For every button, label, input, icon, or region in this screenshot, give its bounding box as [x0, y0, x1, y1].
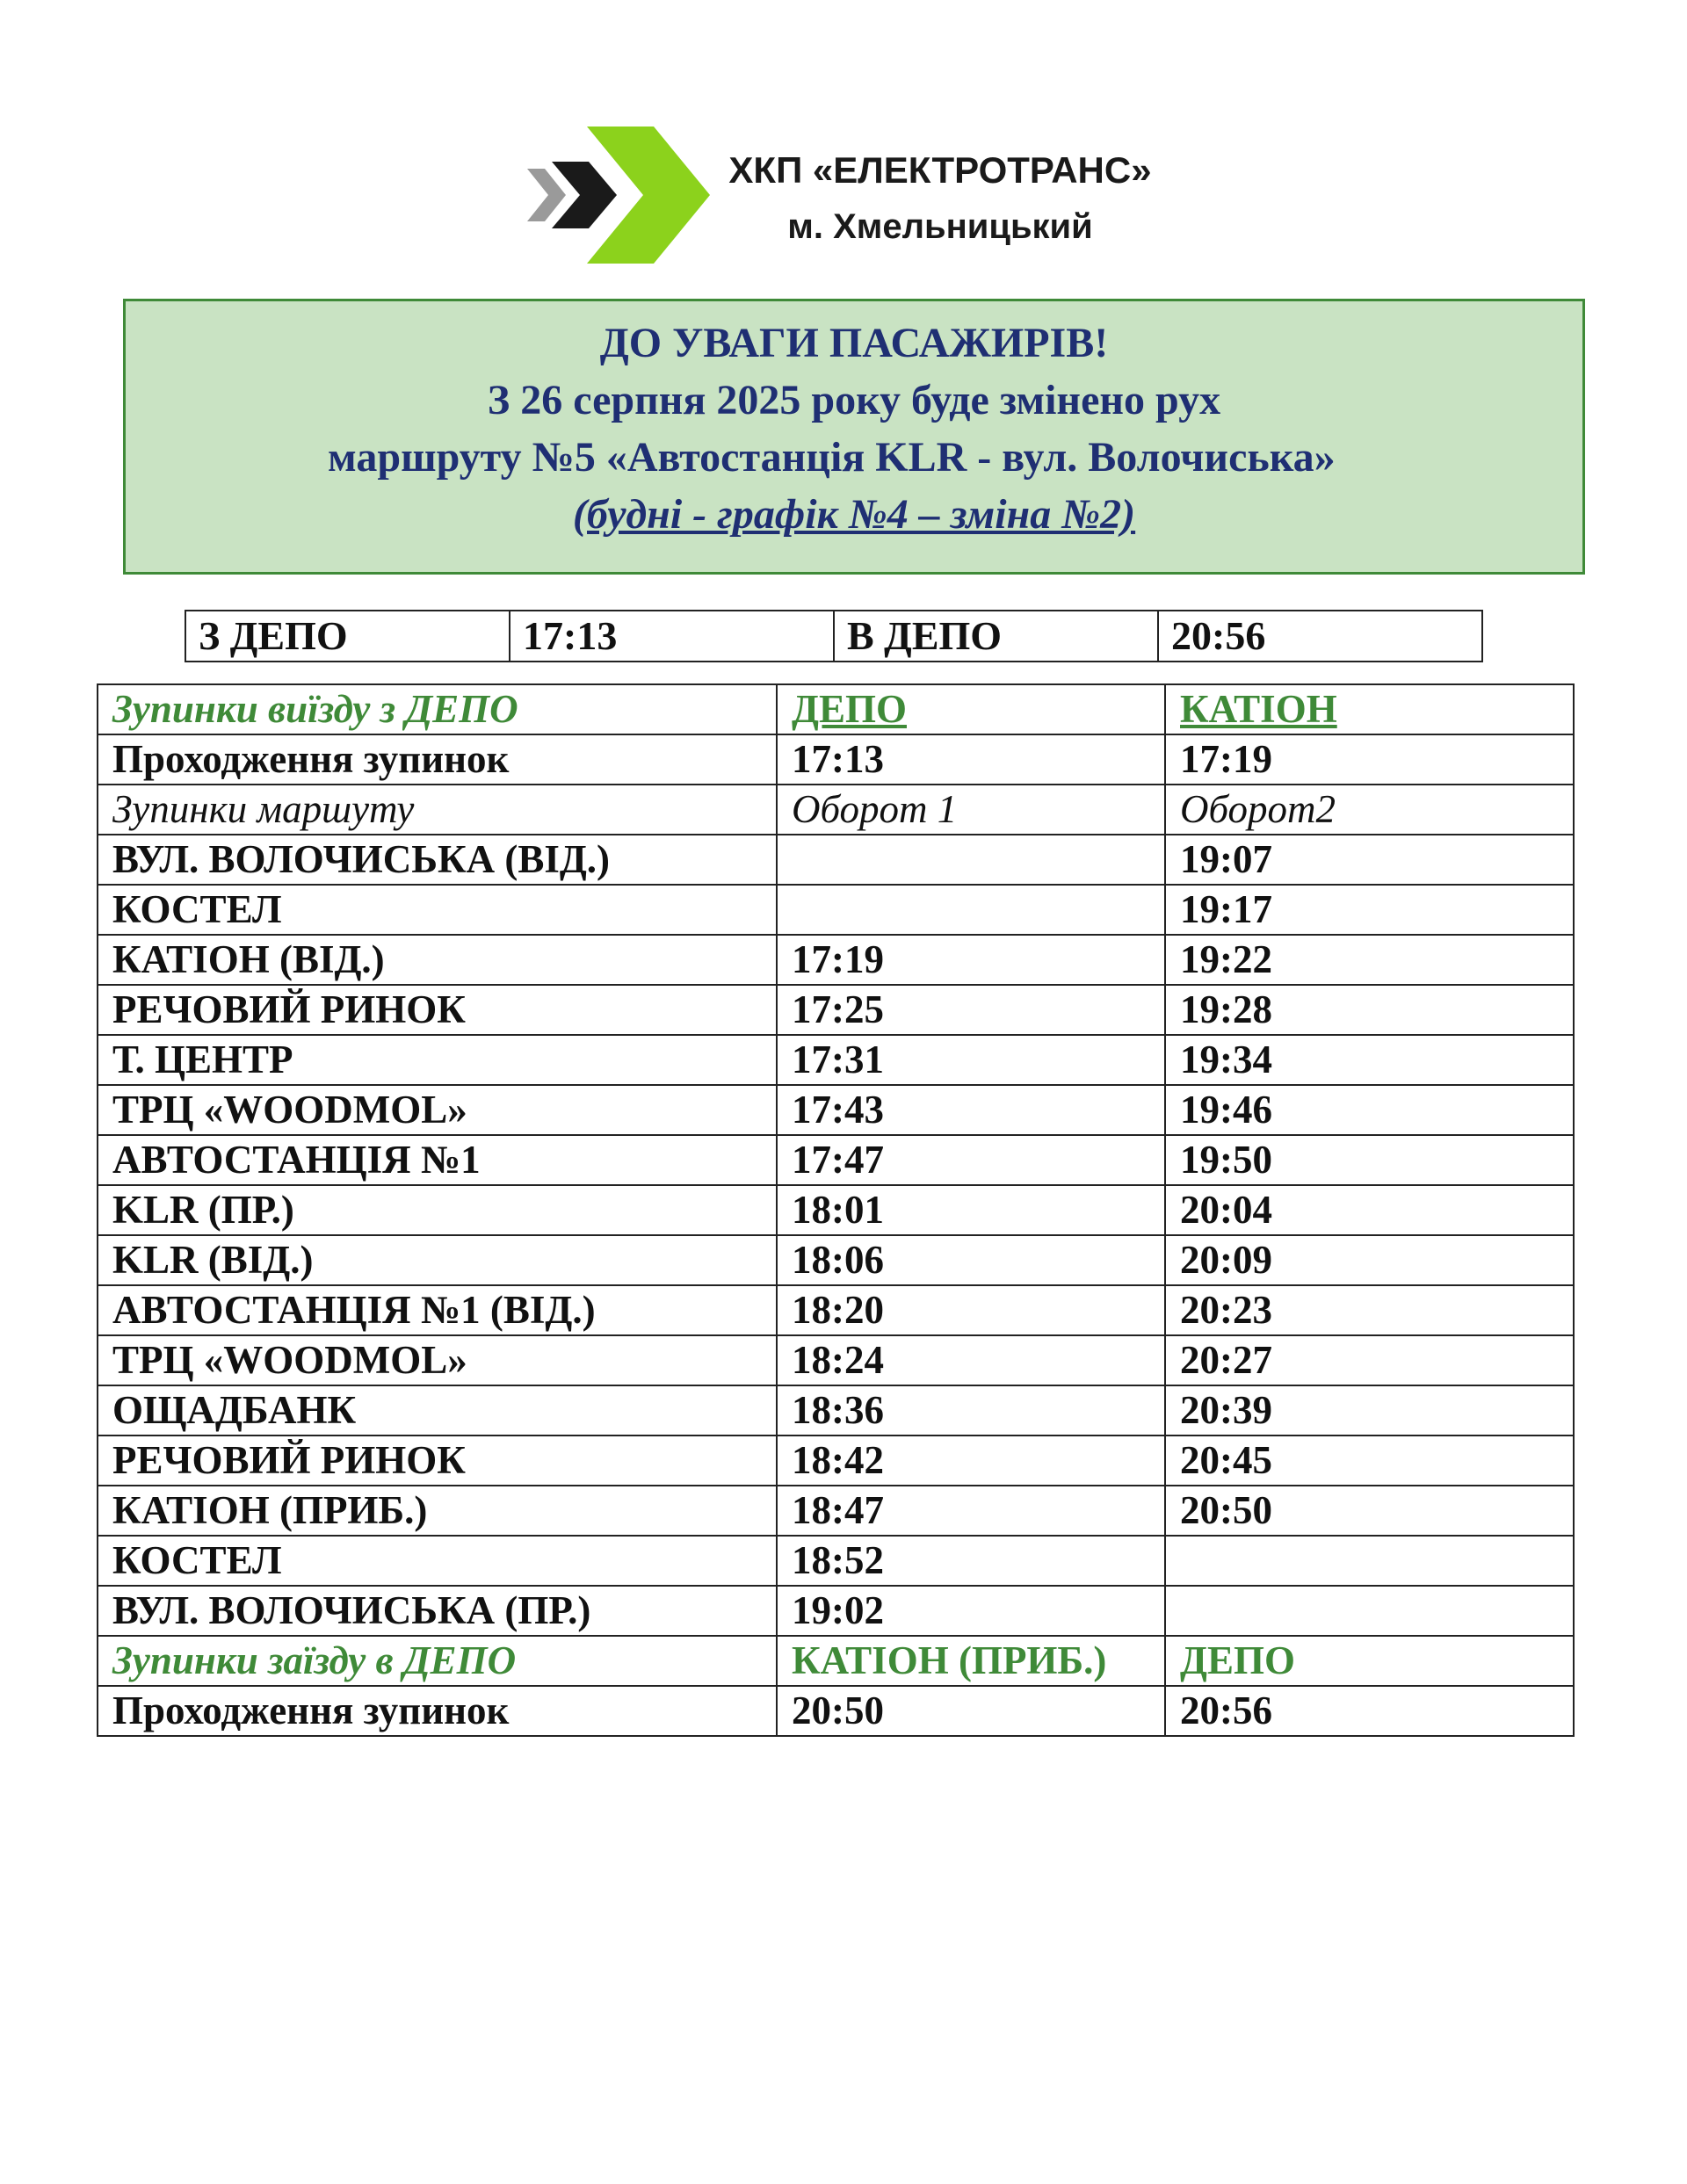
route-header-row [98, 785, 1574, 835]
stop-time-turn2: 20:09 [1165, 1235, 1574, 1285]
stop-time-turn2: 20:50 [1165, 1486, 1574, 1536]
stop-name: ОЩАДБАНК [98, 1385, 777, 1436]
table-row [98, 1385, 1574, 1436]
stop-name: АВТОСТАНЦІЯ №1 (ВІД.) [98, 1285, 777, 1335]
stop-time-turn2: 19:46 [1165, 1085, 1574, 1135]
stop-time-turn2: 19:17 [1165, 885, 1574, 935]
chevron-arrows-logo-icon [525, 107, 712, 283]
table-row [98, 1486, 1574, 1536]
stop-time-turn1: 18:06 [777, 1235, 1165, 1285]
entry-pass-col2: 20:50 [777, 1686, 1165, 1736]
entry-pass-col3: 20:56 [1165, 1686, 1574, 1736]
exit-pass-label: Проходження зупинок [98, 734, 777, 785]
stop-time-turn1: 18:47 [777, 1486, 1165, 1536]
stop-name: ТРЦ «WOODMOL» [98, 1335, 777, 1385]
entry-header-label: Зупинки заїзду в ДЕПО [98, 1636, 777, 1686]
table-row [98, 1436, 1574, 1486]
table-row [98, 835, 1574, 885]
stop-time-turn2: 20:23 [1165, 1285, 1574, 1335]
entry-header-col3: ДЕПО [1165, 1636, 1574, 1686]
table-row [98, 1586, 1574, 1636]
stop-time-turn2: 20:45 [1165, 1436, 1574, 1486]
stop-name: ТРЦ «WOODMOL» [98, 1085, 777, 1135]
stop-time-turn2: 20:04 [1165, 1185, 1574, 1235]
depot-times-row [185, 611, 1482, 662]
depot-times-table [185, 610, 1483, 662]
table-row [98, 1285, 1574, 1335]
stop-time-turn2: 19:50 [1165, 1135, 1574, 1185]
depot-from-time: 17:13 [510, 611, 834, 662]
stop-name: РЕЧОВИЙ РИНОК [98, 985, 777, 1035]
stop-time-turn1: 17:25 [777, 985, 1165, 1035]
stop-name: РЕЧОВИЙ РИНОК [98, 1436, 777, 1486]
stop-time-turn2: 19:28 [1165, 985, 1574, 1035]
stop-time-turn2 [1165, 1536, 1574, 1586]
stop-time-turn2: 19:34 [1165, 1035, 1574, 1085]
stop-time-turn1: 18:24 [777, 1335, 1165, 1385]
notice-route: маршруту №5 «Автостанція KLR - вул. Волочиська» [328, 434, 1336, 481]
stop-name: КОСТЕЛ [98, 885, 777, 935]
stop-time-turn1 [777, 835, 1165, 885]
stop-time-turn1: 17:19 [777, 935, 1165, 985]
notice-title: ДО УВАГИ ПАСАЖИРІВ! [599, 320, 1109, 366]
table-row [98, 1035, 1574, 1085]
stop-name: КАТІОН (ВІД.) [98, 935, 777, 985]
org-name: ХКП «ЕЛЕКТРОТРАНС» [728, 149, 1152, 191]
stop-name: KLR (ПР.) [98, 1185, 777, 1235]
stop-time-turn1 [777, 885, 1165, 935]
exit-pass-col3: 17:19 [1165, 734, 1574, 785]
exit-header-col2: ДЕПО [777, 684, 1165, 734]
stop-time-turn1: 17:31 [777, 1035, 1165, 1085]
stop-time-turn2: 19:22 [1165, 935, 1574, 985]
stop-time-turn2: 20:27 [1165, 1335, 1574, 1385]
stop-time-turn1: 18:52 [777, 1536, 1165, 1586]
stop-time-turn1: 18:42 [777, 1436, 1165, 1486]
table-row [98, 1335, 1574, 1385]
depot-from-label: З ДЕПО [185, 611, 510, 662]
stop-time-turn1: 19:02 [777, 1586, 1165, 1636]
exit-header-row [98, 684, 1574, 734]
stop-name: Т. ЦЕНТР [98, 1035, 777, 1085]
exit-pass-col2: 17:13 [777, 734, 1165, 785]
stop-name: КАТІОН (ПРИБ.) [98, 1486, 777, 1536]
stop-time-turn1: 18:36 [777, 1385, 1165, 1436]
table-row [98, 1085, 1574, 1135]
org-logo [525, 107, 1158, 283]
notice-box [123, 299, 1585, 575]
stop-name: KLR (ВІД.) [98, 1235, 777, 1285]
stop-name: АВТОСТАНЦІЯ №1 [98, 1135, 777, 1185]
stop-time-turn1: 18:01 [777, 1185, 1165, 1235]
entry-pass-row [98, 1686, 1574, 1736]
table-row [98, 935, 1574, 985]
entry-header-col2: КАТІОН (ПРИБ.) [777, 1636, 1165, 1686]
depot-to-label: В ДЕПО [834, 611, 1158, 662]
exit-header-label: Зупинки виїзду з ДЕПО [98, 684, 777, 734]
stop-time-turn1: 17:43 [777, 1085, 1165, 1135]
stop-time-turn1: 17:47 [777, 1135, 1165, 1185]
notice-schedule-info: (будні - графік №4 – зміна №2) [572, 491, 1136, 538]
table-row [98, 1185, 1574, 1235]
entry-header-row [98, 1636, 1574, 1686]
stop-time-turn1: 18:20 [777, 1285, 1165, 1335]
org-city: м. Хмельницький [787, 207, 1093, 246]
stop-time-turn2: 20:39 [1165, 1385, 1574, 1436]
table-row [98, 885, 1574, 935]
stop-name: ВУЛ. ВОЛОЧИСЬКА (ПР.) [98, 1586, 777, 1636]
route-header-label: Зупинки маршуту [98, 785, 777, 835]
route-header-col3: Оборот2 [1165, 785, 1574, 835]
table-row [98, 1135, 1574, 1185]
exit-header-col3: КАТІОН [1165, 684, 1574, 734]
table-row [98, 1536, 1574, 1586]
schedule-table [97, 683, 1575, 1737]
route-header-col2: Оборот 1 [777, 785, 1165, 835]
table-row [98, 985, 1574, 1035]
exit-pass-row [98, 734, 1574, 785]
notice-date: З 26 серпня 2025 року буде змінено рух [487, 377, 1221, 423]
depot-to-time: 20:56 [1158, 611, 1482, 662]
stop-name: ВУЛ. ВОЛОЧИСЬКА (ВІД.) [98, 835, 777, 885]
stop-time-turn2 [1165, 1586, 1574, 1636]
logo-text [720, 147, 1160, 250]
stop-time-turn2: 19:07 [1165, 835, 1574, 885]
stop-name: КОСТЕЛ [98, 1536, 777, 1586]
entry-pass-label: Проходження зупинок [98, 1686, 777, 1736]
table-row [98, 1235, 1574, 1285]
